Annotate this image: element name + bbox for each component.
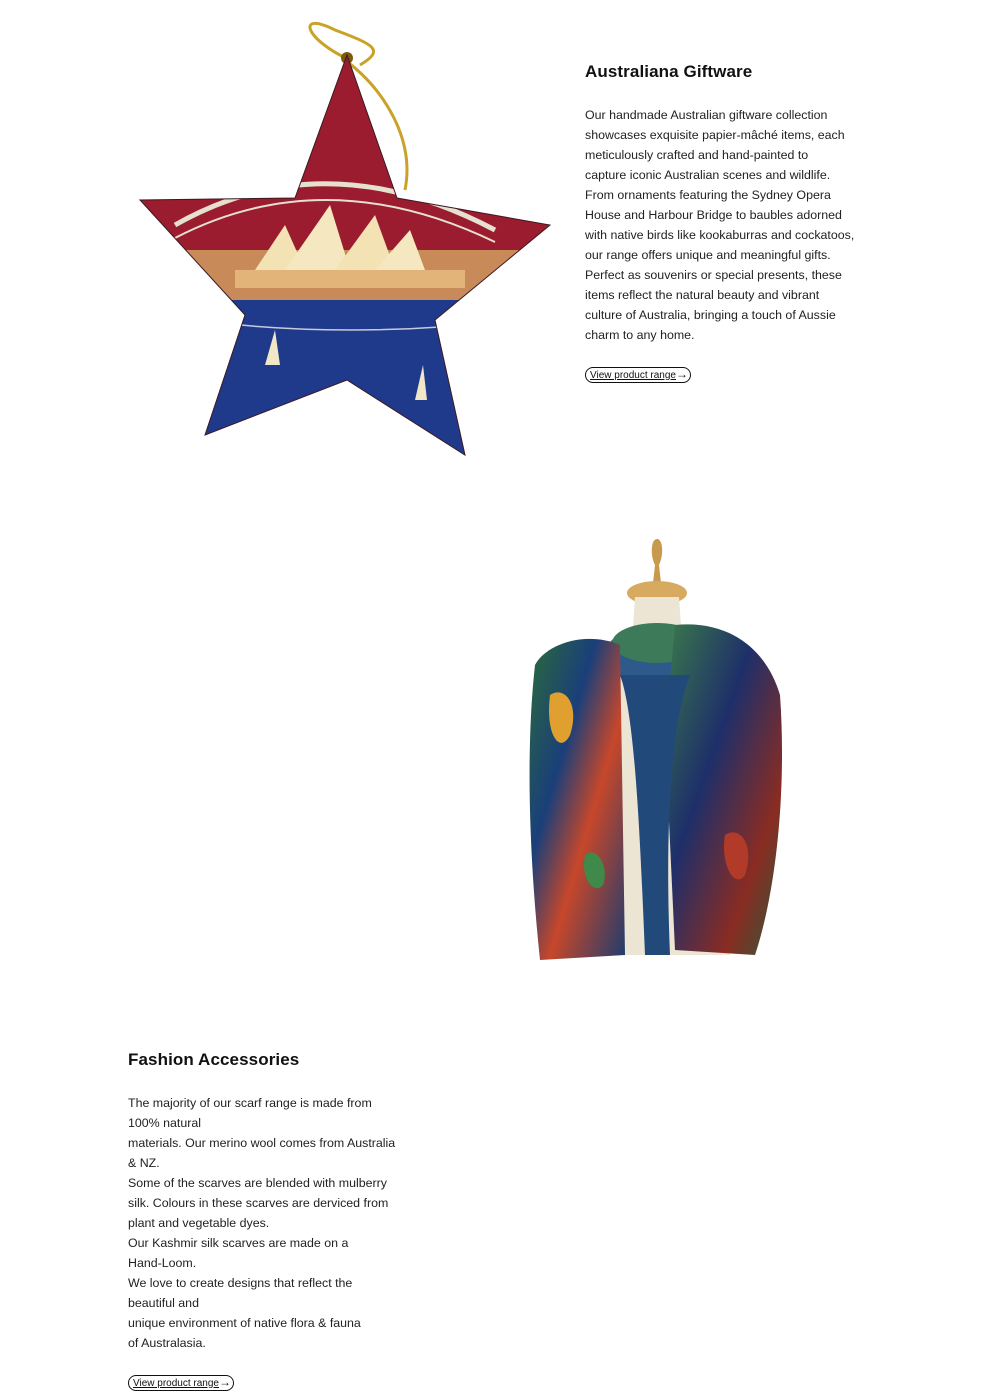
description-line: unique environment of native flora & fauna [128, 1316, 361, 1330]
description-line: Our Kashmir silk scarves are made on a [128, 1236, 349, 1250]
description-line: of Australasia. [128, 1336, 206, 1350]
fashion-text [128, 1050, 428, 1391]
description-line: & NZ. [128, 1156, 160, 1170]
fashion-description [128, 1093, 428, 1353]
description-line: beautiful and [128, 1296, 199, 1310]
giftware-title: Australiana Giftware [585, 62, 753, 81]
giftware-section [0, 0, 1000, 480]
description-line: items reflect the natural beauty and vibrant [585, 288, 820, 302]
giftware-text [585, 62, 885, 383]
description-line: The majority of our scarf range is made from [128, 1096, 372, 1110]
description-line: Hand-Loom. [128, 1256, 197, 1270]
description-line: materials. Our merino wool comes from Australia [128, 1136, 396, 1150]
fashion-section [0, 480, 1000, 1389]
cta-label: View product range [133, 1377, 219, 1389]
star-ornament-image [135, 20, 555, 460]
description-line: charm to any home. [585, 328, 695, 342]
description-line: Perfect as souvenirs or special presents, these [585, 268, 842, 282]
description-line: Our handmade Australian giftware collection [585, 108, 828, 122]
description-line: From ornaments featuring the Sydney Opera [585, 188, 831, 202]
description-line: our range offers unique and meaningful gifts. [585, 248, 831, 262]
description-line: 100% natural [128, 1116, 202, 1130]
cta-label: View product range [590, 369, 676, 381]
description-line: capture iconic Australian scenes and wildlife. [585, 168, 831, 182]
description-line: Some of the scarves are blended with mulberry [128, 1176, 387, 1190]
description-line: We love to create designs that reflect the [128, 1276, 353, 1290]
fashion-view-range-button[interactable] [128, 1375, 234, 1391]
description-line: culture of Australia, bringing a touch of Aussie [585, 308, 836, 322]
scarf-mannequin-image [525, 535, 790, 975]
arrow-right-icon: → [218, 1375, 231, 1389]
fashion-title: Fashion Accessories [128, 1050, 300, 1069]
giftware-description [585, 105, 885, 345]
description-line: House and Harbour Bridge to baubles adorned [585, 208, 842, 222]
description-line: silk. Colours in these scarves are derviced from [128, 1196, 389, 1210]
arrow-right-icon: → [675, 367, 688, 381]
description-line: with native birds like kookaburras and cockatoos, [585, 228, 855, 242]
description-line: showcases exquisite papier-mâché items, each [585, 128, 845, 142]
description-line: meticulously crafted and hand-painted to [585, 148, 809, 162]
description-line: plant and vegetable dyes. [128, 1216, 270, 1230]
giftware-view-range-button[interactable] [585, 367, 691, 383]
